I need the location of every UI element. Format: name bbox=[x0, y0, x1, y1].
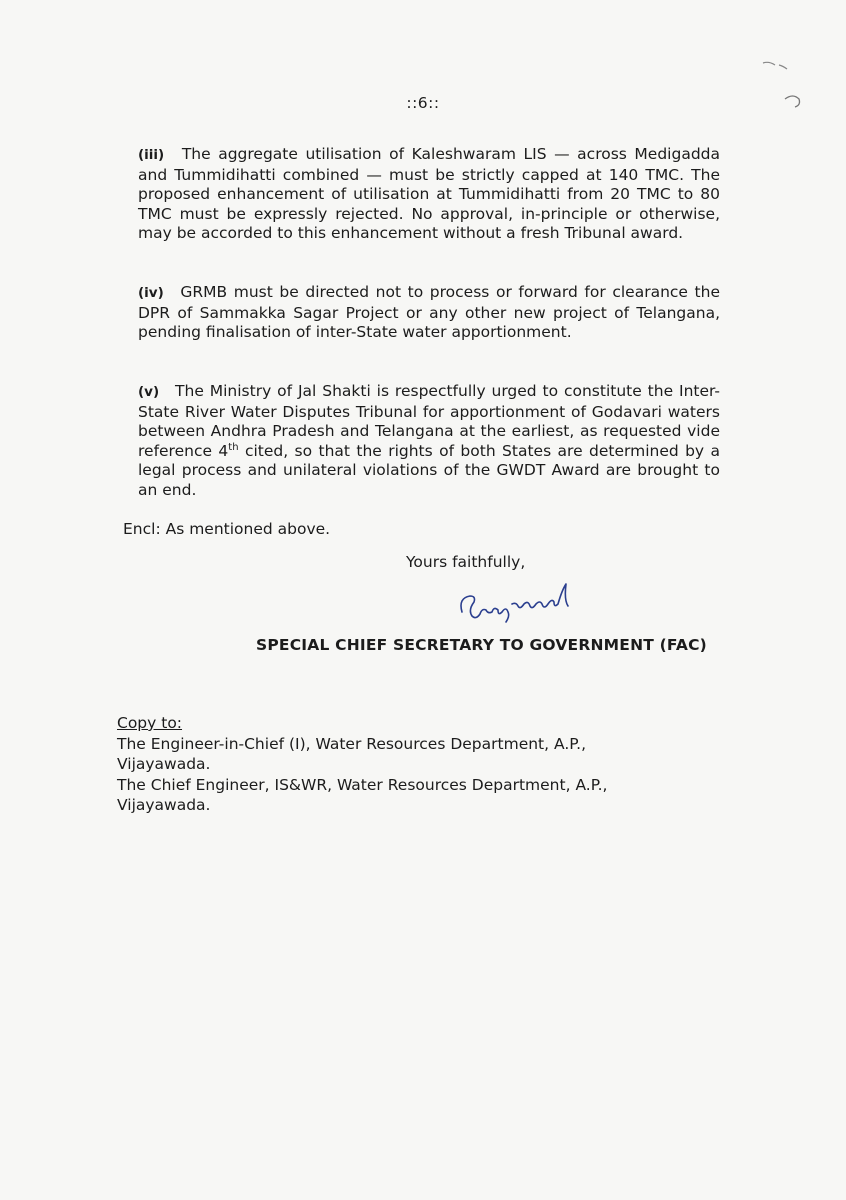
copy-to-line: The Engineer-in-Chief (I), Water Resources Department, A.P., bbox=[117, 734, 587, 753]
ordinal-suffix: th bbox=[228, 441, 239, 453]
paragraph-text: GRMB must be directed not to process or forward for clearance the DPR of Sammakka Sagar Project or any other new project of Telangana, pending finalisation of inter-State water apportionment. bbox=[138, 283, 720, 341]
signatory-designation: SPECIAL CHIEF SECRETARY TO GOVERNMENT (FAC) bbox=[256, 636, 707, 654]
copy-to-line: The Chief Engineer, IS&WR, Water Resources Department, A.P., bbox=[117, 775, 608, 794]
paragraph-text: The Ministry of Jal Shakti is respectfully urged to constitute the Inter-State River Water Disputes Tribunal for apportionment of Godavari waters between Andhra Pradesh and Telangana at the earliest, as requested vide reference 4 bbox=[138, 382, 720, 460]
paragraph-number: (iv) bbox=[138, 285, 164, 301]
paragraph-number: (v) bbox=[138, 384, 160, 400]
copy-to-block bbox=[117, 713, 677, 816]
page-number: ::6:: bbox=[406, 94, 440, 112]
handwritten-signature bbox=[452, 582, 602, 626]
paragraph-number: (iii) bbox=[138, 147, 165, 163]
copy-to-heading: Copy to: bbox=[117, 714, 183, 732]
paragraph-text: The aggregate utilisation of Kaleshwaram LIS — across Medigadda and Tummidihatti combined — must be strictly capped at 140 TMC. The proposed enhancement of utilisation at Tummidihatti from 20 TMC to 80 TMC must be expressly rejected. No approval, in-principle or otherwise, may be accorded to this enhancement without a fresh Tribunal award. bbox=[138, 145, 720, 242]
copy-to-line: Vijayawada. bbox=[117, 755, 211, 773]
paragraph-iv bbox=[138, 283, 720, 343]
closing-salutation: Yours faithfully, bbox=[406, 553, 526, 571]
paragraph-v bbox=[138, 382, 720, 500]
copy-to-line: Vijayawada. bbox=[117, 796, 211, 814]
paragraph-text-continued: cited, so that the rights of both States are determined by a legal process and unilateral violations of the GWDT Award are brought to an end. bbox=[138, 441, 720, 499]
paragraph-iii bbox=[138, 145, 720, 244]
enclosure-note: Encl: As mentioned above. bbox=[123, 520, 331, 538]
